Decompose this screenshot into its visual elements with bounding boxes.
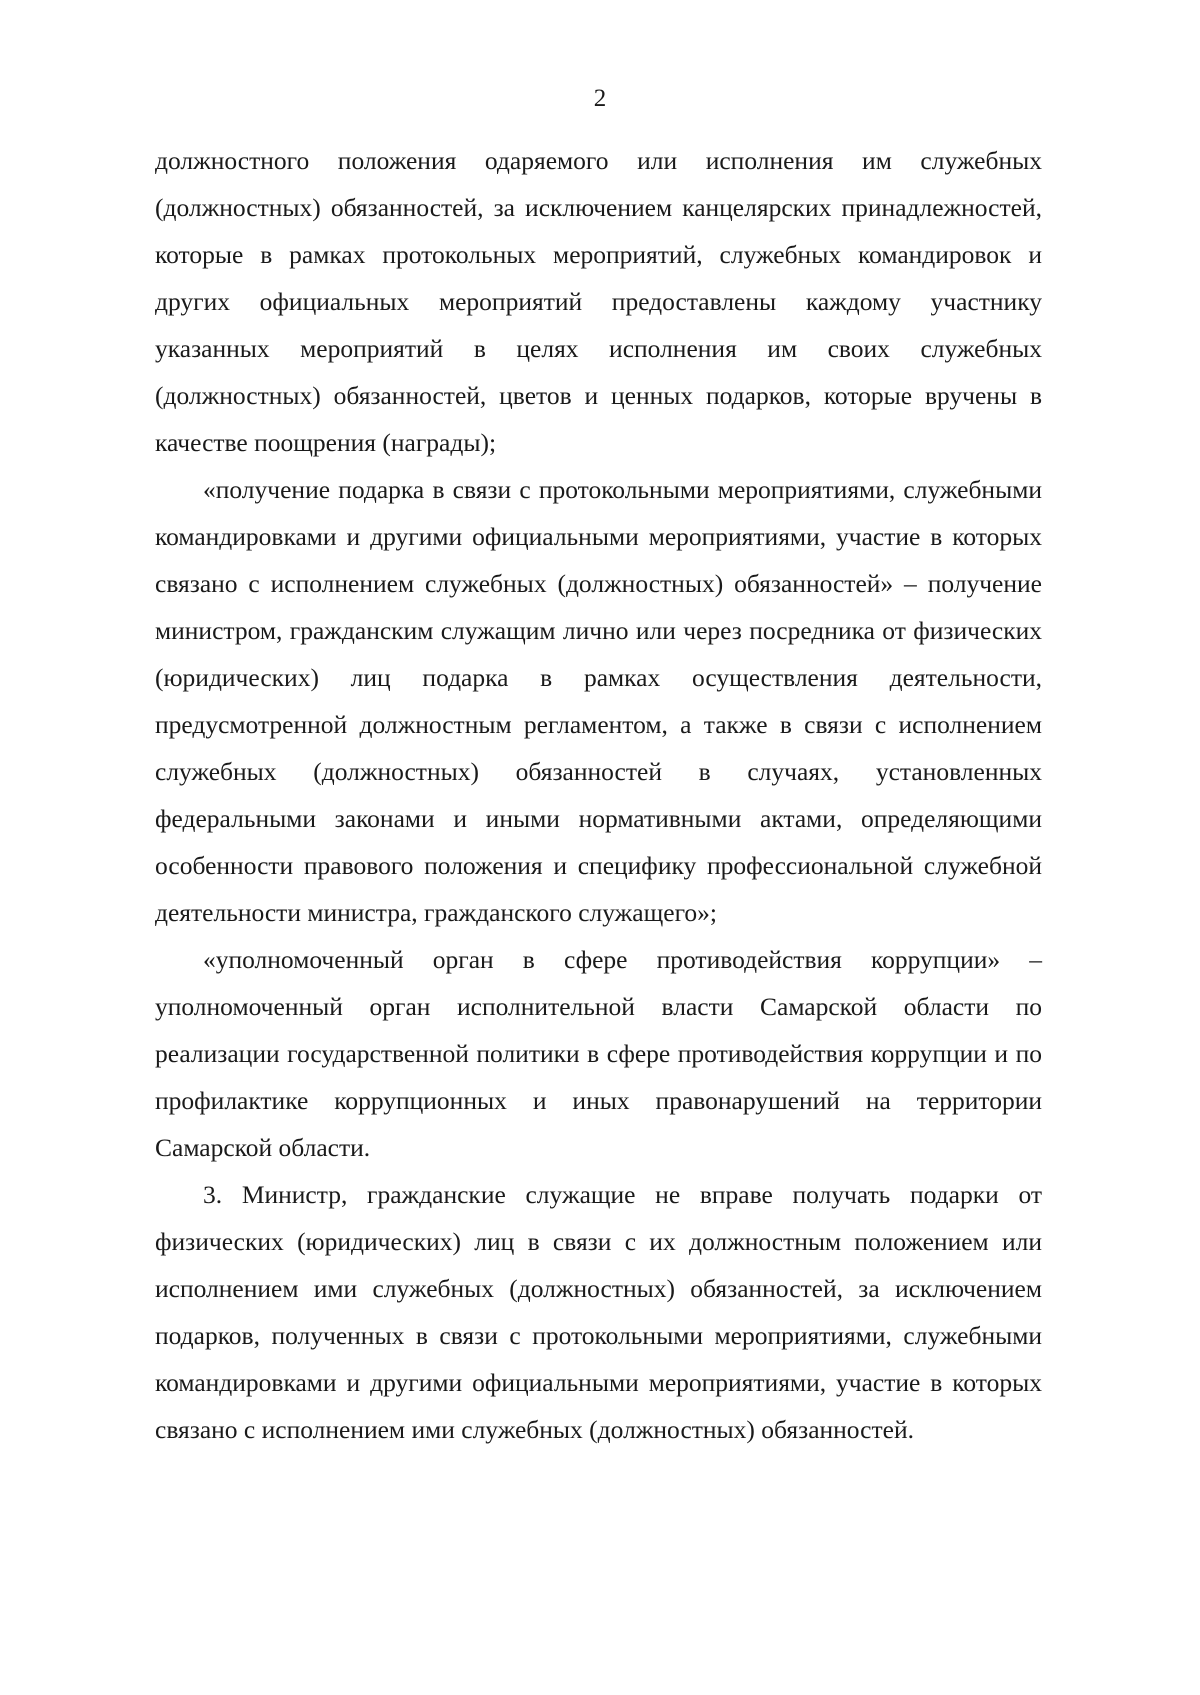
document-body bbox=[155, 137, 1042, 1453]
paragraph-continuation: должностного положения одаряемого или исполнения им служебных (должностных) обязанностей, за исключением канцелярских принадлежностей, которые в рамках протокольных мероприятий, служебных командировок и других официальных мероприятий предоставлены каждому участнику указанных мероприятий в целях исполнения им своих служебных (должностных) обязанностей, цветов и ценных подарков, которые вручены в качестве поощрения (награды); bbox=[155, 146, 1042, 457]
paragraph-item-3: 3. Министр, гражданские служащие не вправе получать подарки от физических (юридических) лиц в связи с их должностным положением или исполнением ими служебных (должностных) обязанностей, за исключением подарков, полученных в связи с протокольными мероприятиями, служебными командировками и другими официальными мероприятиями, участие в которых связано с исполнением ими служебных (должностных) обязанностей. bbox=[155, 1180, 1042, 1444]
paragraph-gift-definition: «получение подарка в связи с протокольными мероприятиями, служебными командировками и другими официальными мероприятиями, участие в которых связано с исполнением служебных (должностных) обязанностей» – получение министром, гражданским служащим лично или через посредника от физических (юридических) лиц подарка в рамках осуществления деятельности, предусмотренной должностным регламентом, а также в связи с исполнением служебных (должностных) обязанностей в случаях, установленных федеральными законами и иными нормативными актами, определяющими особенности правового положения и специфику профессиональной служебной деятельности министра, гражданского служащего»; bbox=[155, 475, 1042, 927]
paragraph-anticorruption-authority: «уполномоченный орган в сфере противодействия коррупции» – уполномоченный орган исполнительной власти Самарской области по реализации государственной политики в сфере противодействия коррупции и по профилактике коррупционных и иных правонарушений на территории Самарской области. bbox=[155, 945, 1042, 1162]
page-number: 2 bbox=[593, 85, 607, 112]
